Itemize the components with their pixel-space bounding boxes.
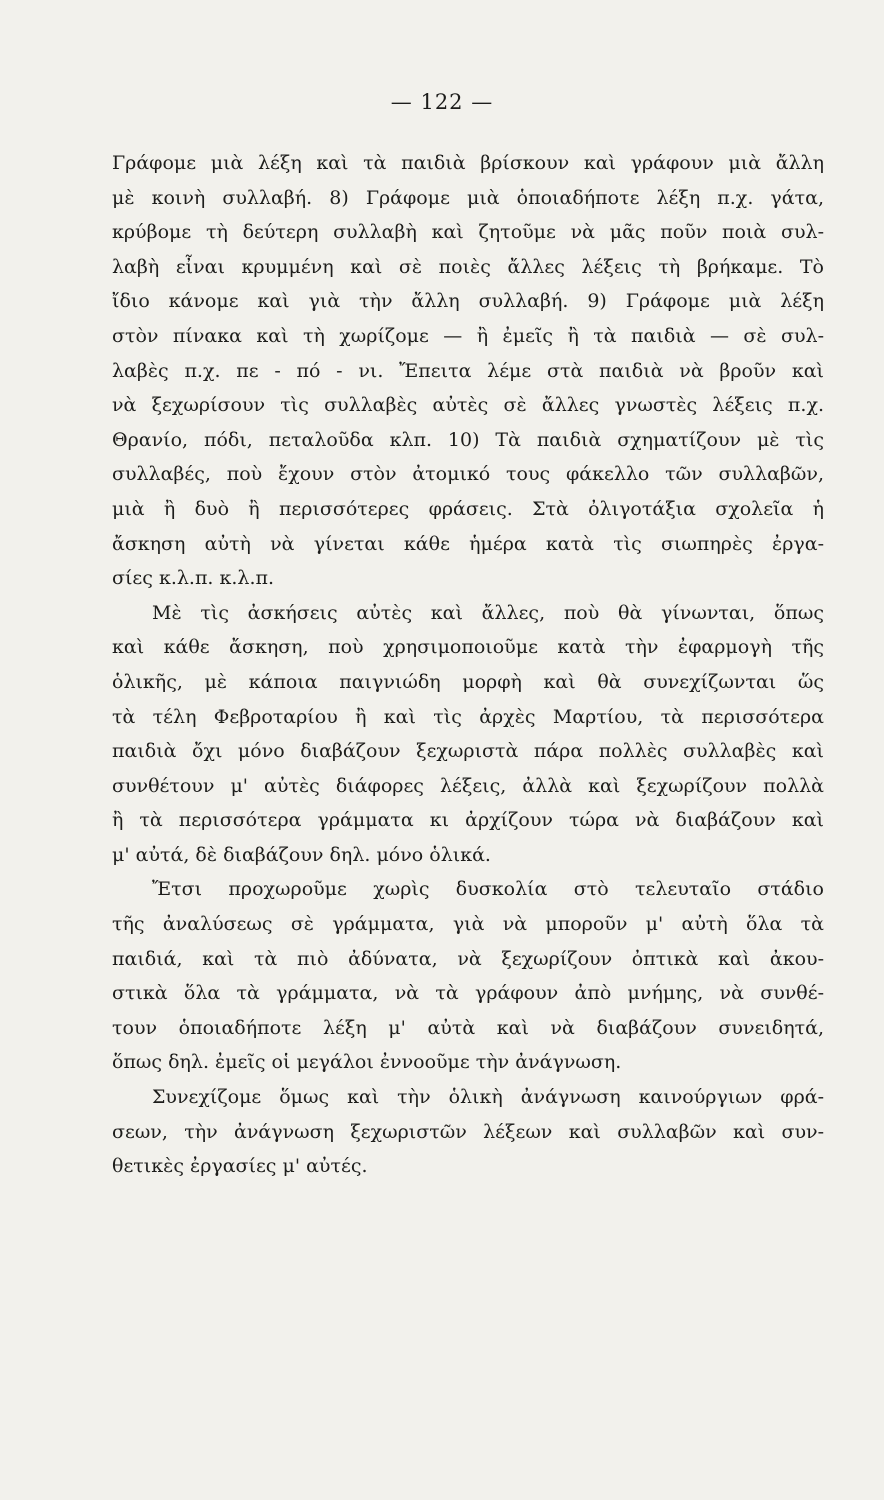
text-line: Γράφομε μιὰ λέξη καὶ τὰ παιδιὰ βρίσκουν καὶ γράφουν μιὰ ἄλλη [112, 152, 824, 174]
text-line: Μὲ τὶς ἀσκήσεις αὐτὲς καὶ ἄλλες, ποὺ θὰ γίνωνται, ὅπως [152, 601, 824, 624]
text-line: παιδιά, καὶ τὰ πιὸ ἀδύνατα, νὰ ξεχωρίζουν ὀπτικὰ καὶ ἀκου- [112, 947, 824, 970]
text-line: νὰ ξεχωρίσουν τὶς συλλαβὲς αὐτὲς σὲ ἄλλες γνωστὲς λέξεις π.χ. [112, 394, 824, 417]
text-line: τὰ τέλη Φεβροταρίου ἢ καὶ τὶς ἀρχὲς Μαρτίου, τὰ περισσότερα [112, 705, 824, 728]
text-line: Θρανίο, πόδι, πεταλοῦδα κλπ. 10) Τὰ παιδιὰ σχηματίζουν μὲ τὶς [112, 428, 824, 451]
text-line: μ' αὐτά, δὲ διαβάζουν δηλ. μόνο ὁλικά. [112, 843, 491, 866]
text-line: καὶ κάθε ἄσκηση, ποὺ χρησιμοποιοῦμε κατὰ τὴν ἐφαρμογὴ τῆς [112, 636, 824, 659]
text-line: λαβὲς π.χ. πε - πό - νι. Ἔπειτα λέμε στὰ παιδιὰ νὰ βροῦν καὶ [112, 359, 824, 382]
page-number: — 122 — [390, 90, 494, 114]
text-line: θετικὲς ἐργασίες μ' αὐτές. [112, 1155, 368, 1178]
paragraph-2 [112, 596, 824, 873]
text-line: τῆς ἀναλύσεως σὲ γράμματα, γιὰ νὰ μποροῦν μ' αὐτὴ ὅλα τὰ [112, 913, 824, 936]
text-line: Ἔτσι προχωροῦμε χωρὶς δυσκολία στὸ τελευταῖο στάδιο [152, 878, 824, 901]
text-line: στὸν πίνακα καὶ τὴ χωρίζομε — ἢ ἐμεῖς ἢ τὰ παιδιὰ — σὲ συλ- [112, 324, 824, 347]
text-line: λαβὴ εἶναι κρυμμένη καὶ σὲ ποιὲς ἄλλες λέξεις τὴ βρήκαμε. Τὸ [112, 255, 824, 278]
text-line: σεων, τὴν ἀνάγνωση ξεχωριστῶν λέξεων καὶ συλλαβῶν καὶ συν- [112, 1120, 824, 1143]
paragraph-1 [112, 146, 824, 596]
text-line: ἴδιο κάνομε καὶ γιὰ τὴν ἄλλη συλλαβή. 9) Γράφομε μιὰ λέξη [112, 290, 824, 313]
text-line: συλλαβές, ποὺ ἔχουν στὸν ἀτομικό τους φάκελλο τῶν συλλαβῶν, [112, 463, 824, 486]
text-line: τουν ὁποιαδήποτε λέξη μ' αὐτὰ καὶ νὰ διαβάζουν συνειδητά, [112, 1016, 824, 1039]
text-line: μιὰ ἢ δυὸ ἢ περισσότερες φράσεις. Στὰ ὀλιγοτάξια σχολεῖα ἡ [112, 497, 824, 520]
text-line: ἄσκηση αὐτὴ νὰ γίνεται κάθε ἡμέρα κατὰ τὶς σιωπηρὲς ἐργα- [112, 532, 824, 555]
text-line: μὲ κοινὴ συλλαβή. 8) Γράφομε μιὰ ὁποιαδήποτε λέξη π.χ. γάτα, [112, 186, 824, 209]
paragraph-4 [112, 1080, 824, 1184]
body-text [112, 146, 824, 1184]
text-line: ὅπως δηλ. ἐμεῖς οἱ μεγάλοι ἐννοοῦμε τὴν ἀνάγνωση. [112, 1051, 622, 1074]
paragraph-3 [112, 872, 824, 1080]
text-line: συνθέτουν μ' αὐτὲς διάφορες λέξεις, ἀλλὰ καὶ ξεχωρίζουν πολλὰ [112, 774, 824, 797]
text-line: ἢ τὰ περισσότερα γράμματα κι ἀρχίζουν τώρα νὰ διαβάζουν καὶ [112, 809, 824, 832]
text-line: Συνεχίζομε ὅμως καὶ τὴν ὁλικὴ ἀνάγνωση καινούργιων φρά- [152, 1086, 824, 1109]
text-line: παιδιὰ ὄχι μόνο διαβάζουν ξεχωριστὰ πάρα πολλὲς συλλαβὲς καὶ [112, 740, 824, 763]
text-line: κρύβομε τὴ δεύτερη συλλαβὴ καὶ ζητοῦμε νὰ μᾶς ποῦν ποιὰ συλ- [112, 221, 824, 244]
text-line: στικὰ ὅλα τὰ γράμματα, νὰ τὰ γράφουν ἀπὸ μνήμης, νὰ συνθέ- [112, 982, 824, 1005]
text-line: ὁλικῆς, μὲ κάποια παιγνιώδη μορφὴ καὶ θὰ συνεχίζωνται ὥς [112, 670, 824, 693]
text-line: σίες κ.λ.π. κ.λ.π. [112, 567, 275, 590]
